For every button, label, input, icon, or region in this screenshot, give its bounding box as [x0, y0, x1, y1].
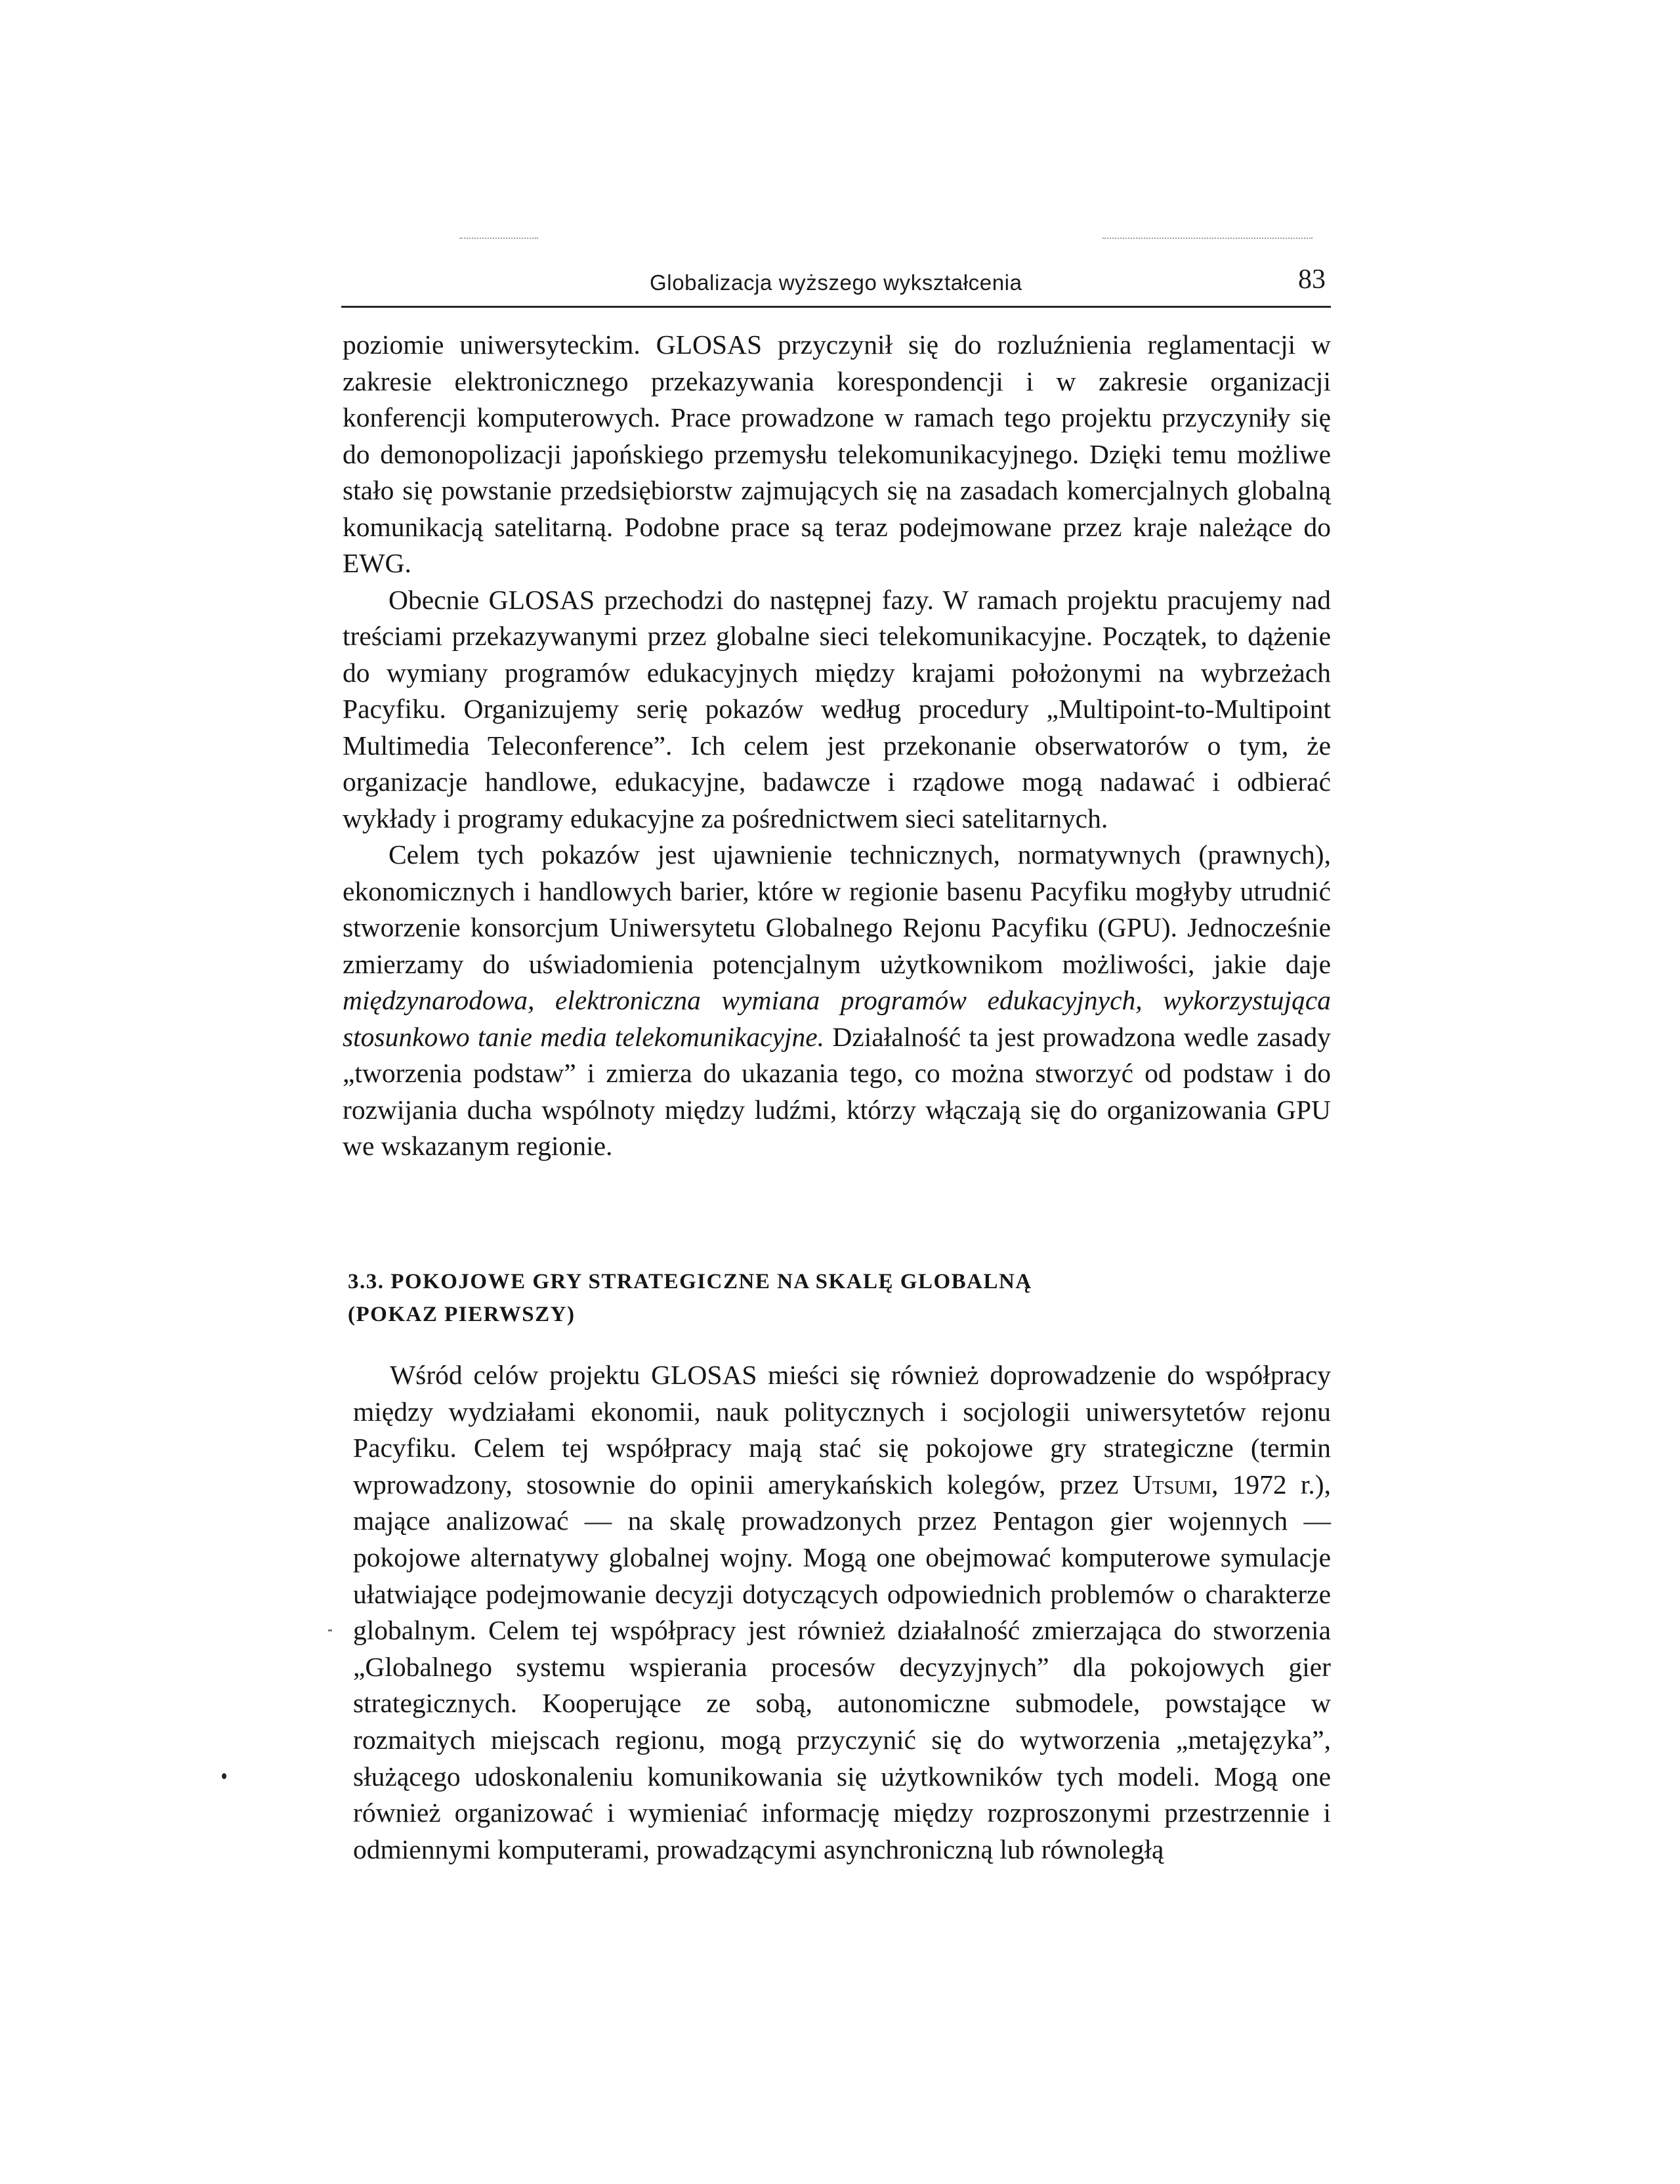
paragraph-4-end: , 1972 r.), mające analizować — na skalę prowadzonych przez Pentagon gier wojennych — pokojowe alternatywy globalnej wojny. Mogą one obejmować komputerowe symulacje ułatwiające podejmowanie decyzji dotyczących odpowiednich problemów o charakterze globalnym. Celem tej współpracy jest również działalność zmierzająca do stworzenia „Globalnego systemu wspierania procesów decyzyjnych” dla pokojowych gier strategicznych. Kooperujące ze sobą, autonomiczne submodele, powstające w rozmaitych miejscach regionu, mogą przyczynić się do wytworzenia „metajęzyka”, służącego udoskonaleniu komunikowania się użytkowników tych modeli. Mogą one również organizować i wymieniać informację między rozproszonymi przestrzennie i odmiennymi komputerami, prowadzącymi asynchroniczną lub równoległą	[353, 1469, 1331, 1864]
scan-artifact	[1102, 238, 1312, 239]
header-rule	[341, 306, 1331, 308]
running-head	[341, 266, 1332, 306]
scan-artifact	[459, 238, 538, 239]
cited-author: Utsumi	[1132, 1469, 1211, 1500]
page-number: 83	[1298, 264, 1326, 295]
section-heading	[348, 1265, 1032, 1331]
running-head-title: Globalizacja wyższego wykształcenia	[650, 270, 1022, 295]
paragraph-4-start: Wśród celów projektu GLOSAS mieści się również doprowadzenie do współpracy między wydziałami ekonomii, nauk politycznych i socjologii uniwersytetów rejonu Pacyfiku. Celem tej współpracy mają stać się pokojowe gry strategiczne (termin wprowadzony, stosownie do opinii amerykańskich kolegów, przez	[353, 1360, 1331, 1500]
body-text-section-2	[353, 1357, 1331, 1868]
paragraph-3-start: Celem tych pokazów jest ujawnienie technicznych, normatywnych (prawnych), ekonomicznych i handlowych barier, które w regionie basenu Pacyfiku mogłyby utrudnić stworzenie konsorcjum Uniwersytetu Globalnego Rejonu Pacyfiku (GPU). Jednocześnie zmierzamy do uświadomienia potencjalnym użytkownikom możliwości, jakie daje	[343, 839, 1331, 979]
body-text-section-1	[343, 327, 1331, 1165]
scan-speck	[222, 1773, 226, 1779]
paragraph-1: poziomie uniwersyteckim. GLOSAS przyczynił się do rozluźnienia reglamentacji w zakresie elektronicznego przekazywania korespondencji i w zakresie organizacji konferencji komputerowych. Prace prowadzone w ramach tego projektu przyczyniły się do demonopolizacji japońskiego przemysłu telekomunikacyjnego. Dzięki temu możliwe stało się powstanie przedsiębiorstw zajmujących się na zasadach komercjalnych globalną komunikacją satelitarną. Podobne prace są teraz podejmowane przez kraje należące do EWG.	[343, 329, 1331, 578]
paragraph-3-italic: międzynarodowa, elektroniczna wymiana programów edukacyjnych, wykorzystująca stosunkowo tanie media telekomunikacyjne.	[343, 985, 1331, 1052]
section-heading-line-2: (POKAZ PIERWSZY)	[348, 1303, 576, 1326]
section-heading-line-1: 3.3. POKOJOWE GRY STRATEGICZNE NA SKALĘ GLOBALNĄ	[348, 1270, 1032, 1293]
scan-speck	[328, 1629, 332, 1631]
paragraph-3-end: Działalność ta jest prowadzona wedle zasady „tworzenia podstaw” i zmierza do ukazania tego, co można stworzyć od podstaw i do rozwijania ducha wspólnoty między ludźmi, którzy włączają się do organizowania GPU we wskazanym regionie.	[343, 1021, 1331, 1161]
paragraph-2: Obecnie GLOSAS przechodzi do następnej fazy. W ramach projektu pracujemy nad treściami przekazywanymi przez globalne sieci telekomunikacyjne. Początek, to dążenie do wymiany programów edukacyjnych między krajami położonymi na wybrzeżach Pacyfiku. Organizujemy serię pokazów według procedury „Multipoint-to-Multipoint Multimedia Teleconference”. Ich celem jest przekonanie obserwatorów o tym, że organizacje handlowe, edukacyjne, badawcze i rządowe mogą nadawać i odbierać wykłady i programy edukacyjne za pośrednictwem sieci satelitarnych.	[343, 584, 1331, 833]
paragraph-4	[353, 1357, 1331, 1868]
paragraph-3	[343, 837, 1331, 1165]
